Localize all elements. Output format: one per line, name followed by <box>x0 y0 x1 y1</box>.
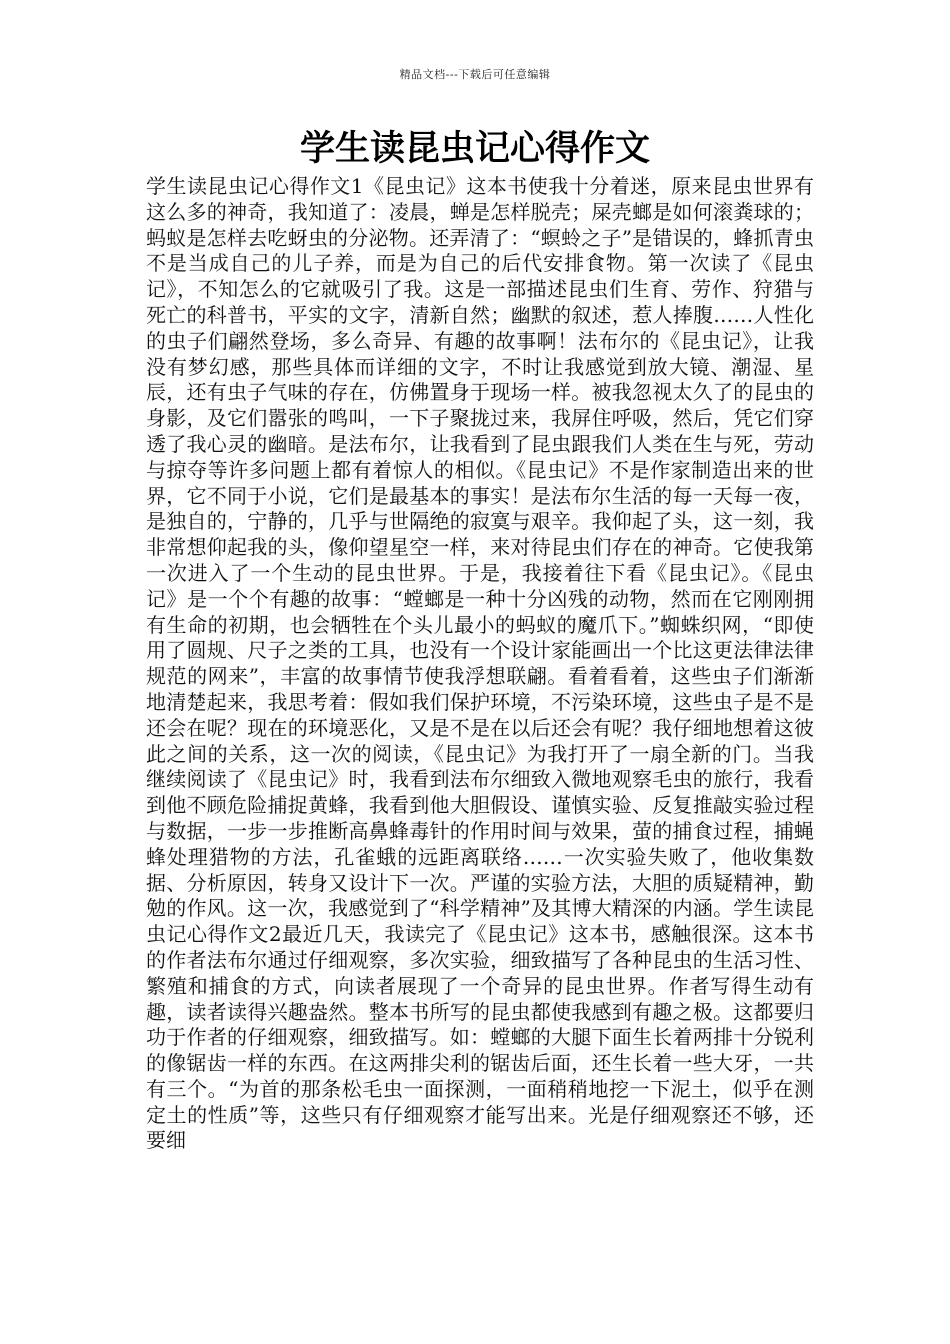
page-header: 精品文档---下载后可任意编辑 <box>399 68 551 81</box>
document-title: 学生读昆虫记心得作文 <box>299 129 650 169</box>
document-body: 学生读昆虫记心得作文1《昆虫记》这本书使我十分着迷，原来昆虫世界有这么多的神奇，我知道了：凌晨，蝉是怎样脱壳；屎壳螂是如何滚粪球的；蚂蚁是怎样去吃蚜虫的分泌物。还弄清了：“螟蛉之子”是错误的，蜂抓青虫不是当成自己的儿子养，而是为自己的后代安排食物。第一次读了《昆虫记》，不知怎么的它就吸引了我。这是一部描述昆虫们生育、劳作、狩猎与死亡的科普书，平实的文字，清新自然；幽默的叙述，惹人捧腹……人性化的虫子们翩然登场，多么奇异、有趣的故事啊！法布尔的《昆虫记》，让我没有梦幻感，那些具体而详细的文字，不时让我感觉到放大镜、潮湿、星辰，还有虫子气味的存在，仿佛置身于现场一样。被我忽视太久了的昆虫的身影，及它们嚣张的鸣叫，一下子聚拢过来，我屏住呼吸，然后，凭它们穿透了我心灵的幽暗。是法布尔，让我看到了昆虫跟我们人类在生与死，劳动与掠夺等许多问题上都有着惊人的相似。《昆虫记》不是作家制造出来的世界，它不同于小说，它们是最基本的事实！是法布尔生活的每一天每一夜，是独自的，宁静的，几乎与世隔绝的寂寞与艰辛。我仰起了头，这一刻，我非常想仰起我的头，像仰望星空一样，来对待昆虫们存在的神奇。它使我第一次进入了一个生动的昆虫世界。于是，我接着往下看《昆虫记》。《昆虫记》是一个个有趣的故事：“螳螂是一种十分凶残的动物，然而在它刚刚拥有生命的初期，也会牺牲在个头儿最小的蚂蚁的魔爪下。”蜘蛛织网，“即使用了圆规、尺子之类的工具，也没有一个设计家能画出一个比这更法律法律规范的网来”，丰富的故事情节使我浮想联翩。看着看着，这些虫子们渐渐地清楚起来，我思考着：假如我们保护环境，不污染环境，这些虫子是不是还会在呢？现在的环境恶化，又是不是在以后还会有呢？我仔细地想着这彼此之间的关系，这一次的阅读，《昆虫记》为我打开了一扇全新的门。当我继续阅读了《昆虫记》时，我看到法布尔细致入微地观察毛虫的旅行，我看到他不顾危险捕捉黄蜂，我看到他大胆假设、谨慎实验、反复推敲实验过程与数据，一步一步推断高鼻蜂毒针的作用时间与效果，萤的捕食过程，捕蝇蜂处理猎物的方法，孔雀蛾的远距离联络……一次实验失败了，他收集数据、分析原因，转身又设计下一次。严谨的实验方法，大胆的质疑精神，勤勉的作风。这一次，我感觉到了“科学精神”及其博大精深的内涵。学生读昆虫记心得作文2最近几天，我读完了《昆虫记》这本书，感触很深。这本书的作者法布尔通过仔细观察，多次实验，细致描写了各种昆虫的生活习性、繁殖和捕食的方式，向读者展现了一个奇异的昆虫世界。作者写得生动有趣，读者读得兴趣盎然。整本书所写的昆虫都使我感到有趣之极。这都要归功于作者的仔细观察，细致描写。如：螳螂的大腿下面生长着两排十分锐利的像锯齿一样的东西。在这两排尖利的锯齿后面，还生长着一些大牙，一共有三个。“为首的那条松毛虫一面探测，一面稍稍地挖一下泥土，似乎在测定土的性质”等，这些只有仔细观察才能写出来。光是仔细观察还不够，还要细 <box>146 174 814 1153</box>
